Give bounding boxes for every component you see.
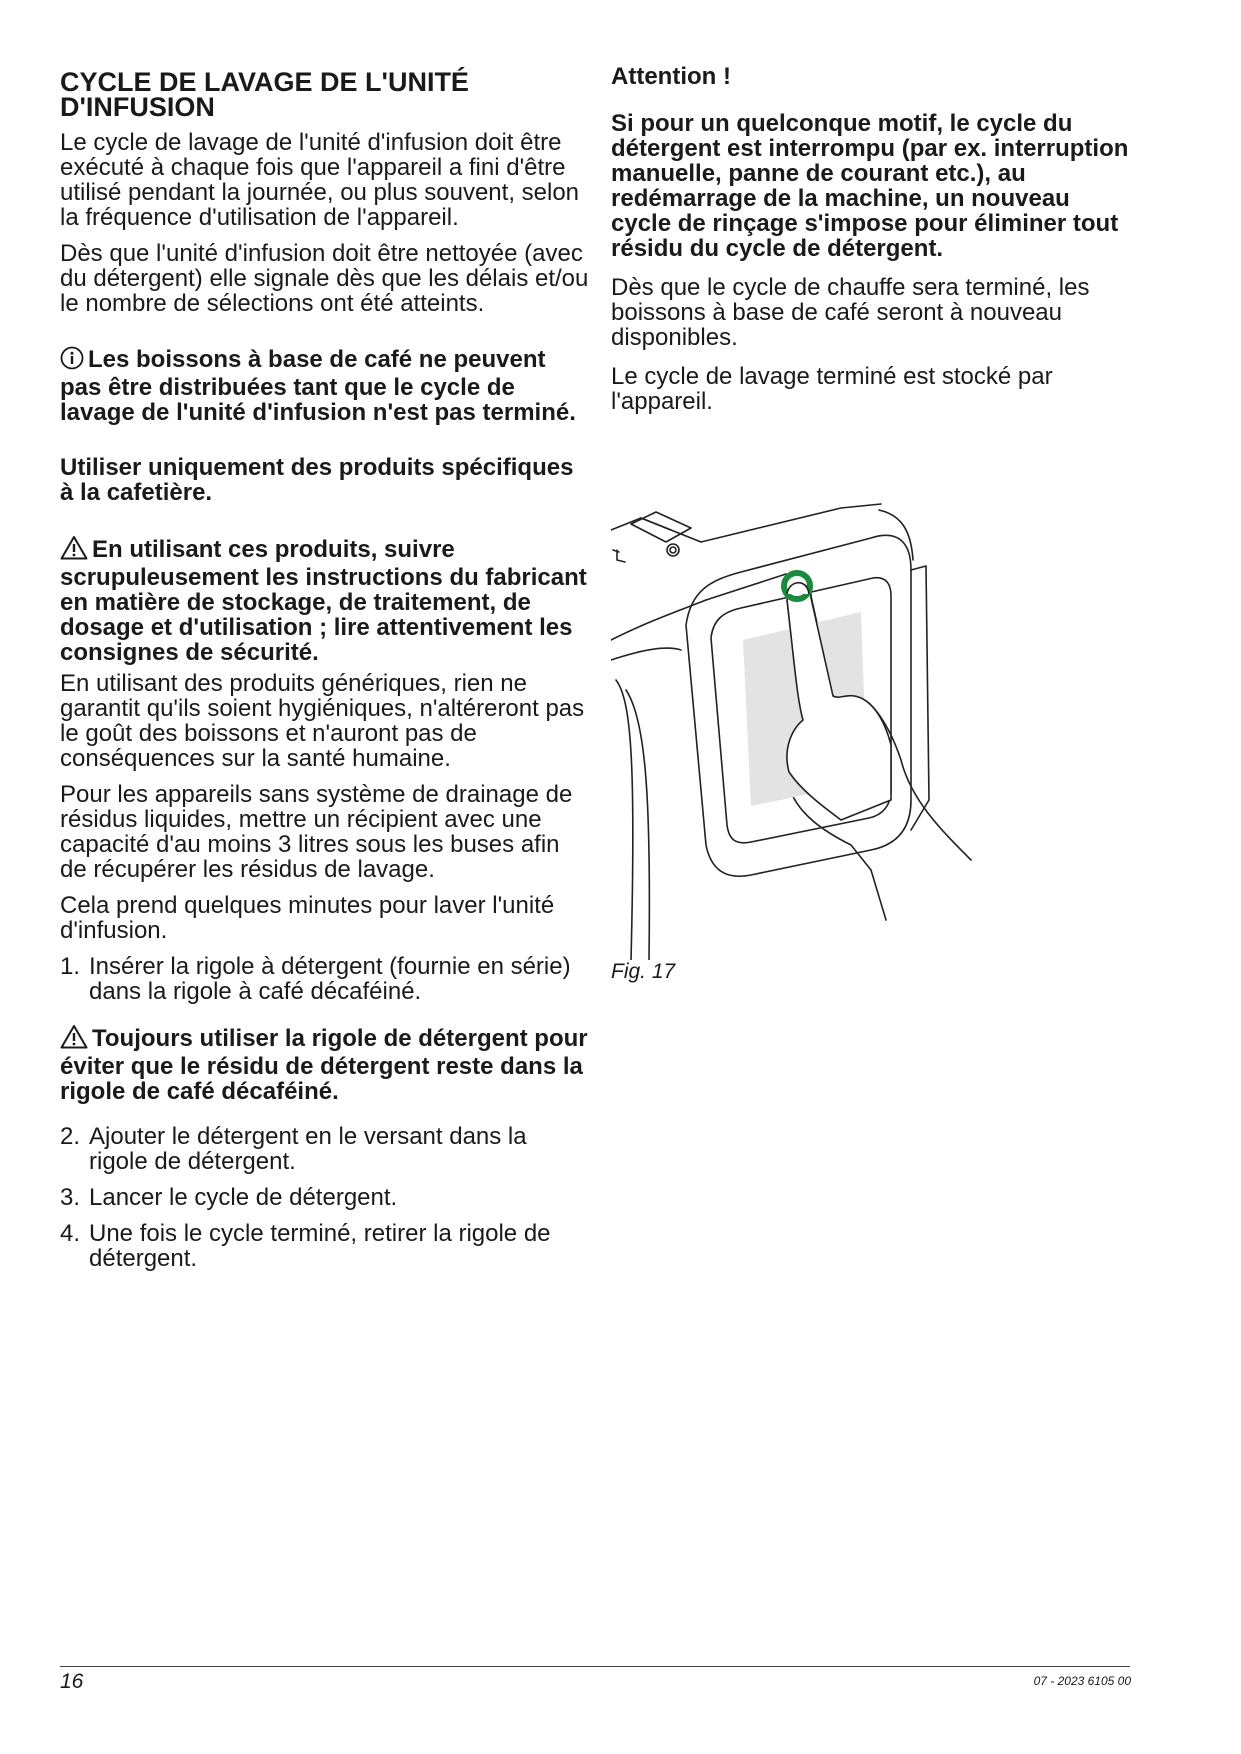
- warning-icon: [60, 535, 88, 565]
- paragraph-cleaning-signal: Dès que l'unité d'infusion doit être nettoyée (avec du détergent) elle signale dès que les délais et/ou le nombre de sélections ont été atteints.: [60, 240, 589, 317]
- figure-touch-display: [611, 500, 981, 960]
- step-3-text: Lancer le cycle de détergent.: [89, 1184, 398, 1211]
- info-icon: [60, 346, 84, 375]
- attention-text: Si pour un quelconque motif, le cycle du détergent est interrompu (par ex. interruption manuelle, panne de courant etc.), au redémarrage de la machine, un nouveau cycle de rinçage s'impose pour éliminer tout résidu du cycle de détergent.: [611, 110, 1129, 262]
- steps-list-2: [60, 1124, 590, 1271]
- paragraph-cycle-stored: Le cycle de lavage terminé est stocké par l'appareil.: [611, 363, 1053, 415]
- section-title-line2: D'INFUSION: [60, 92, 215, 122]
- step-1-text: Insérer la rigole à détergent (fournie en série) dans la rigole à café décaféiné.: [89, 953, 571, 1005]
- right-column: [611, 64, 1131, 425]
- illustration-hand-touching-display: [611, 500, 981, 960]
- page-number: 16: [60, 1670, 84, 1693]
- step-2-text: Ajouter le détergent en le versant dans la rigole de détergent.: [89, 1123, 527, 1175]
- paragraph-drainage: Pour les appareils sans système de drainage de résidus liquides, mettre un récipient avec une capacité d'au moins 3 litres sous les buses afin de récupérer les résidus de lavage.: [60, 781, 573, 883]
- paragraph-duration: Cela prend quelques minutes pour laver l'unité d'infusion.: [60, 892, 555, 944]
- info-note: [60, 346, 590, 425]
- step-1-number: 1.: [60, 953, 81, 980]
- paragraph-generic-products: En utilisant des produits génériques, rien ne garantit qu'ils soient hygiéniques, n'altéreront pas le goût des boissons et n'auront pas de conséquences sur la santé humaine.: [60, 670, 585, 772]
- warning-icon: [60, 1024, 88, 1054]
- left-column: [60, 64, 590, 1282]
- document-code: 07 - 2023 6105 00: [1033, 1674, 1131, 1688]
- warning-note-channel-text: Toujours utiliser la rigole de détergent pour éviter que le résidu de détergent reste dans la rigole de café décaféiné.: [60, 1025, 588, 1105]
- warning-note-channel: [60, 1024, 590, 1104]
- step-4: [60, 1221, 590, 1271]
- footer-divider: [60, 1666, 1130, 1667]
- warning-note-products: [60, 535, 590, 665]
- step-2: [60, 1124, 590, 1174]
- step-3: [60, 1185, 590, 1210]
- warning-note-products-text: En utilisant ces produits, suivre scrupuleusement les instructions du fabricant en matière de stockage, de traitement, de dosage et d'utilisation ; lire attentivement les consignes de sécurité.: [60, 536, 587, 666]
- info-note-text: Les boissons à base de café ne peuvent pas être distribuées tant que le cycle de lavage de l'unité d'infusion n'est pas terminé.: [60, 346, 576, 426]
- specific-products-note: Utiliser uniquement des produits spécifiques à la cafetière.: [60, 454, 574, 506]
- step-4-number: 4.: [60, 1220, 81, 1247]
- step-2-number: 2.: [60, 1123, 81, 1150]
- figure-caption: Fig. 17: [611, 960, 676, 983]
- section-title: [60, 67, 590, 122]
- step-3-number: 3.: [60, 1184, 81, 1211]
- attention-heading: Attention !: [611, 63, 731, 90]
- step-1: [60, 954, 590, 1004]
- step-4-text: Une fois le cycle terminé, retirer la rigole de détergent.: [89, 1220, 551, 1272]
- steps-list-1: [60, 954, 590, 1004]
- paragraph-heating-done: Dès que le cycle de chauffe sera terminé, les boissons à base de café seront à nouveau disponibles.: [611, 274, 1090, 351]
- section-title-line1: CYCLE DE LAVAGE DE L'UNITÉ: [60, 67, 469, 97]
- paragraph-wash-cycle-intro: Le cycle de lavage de l'unité d'infusion doit être exécuté à chaque fois que l'appareil a fini d'être utilisé pendant la journée, ou plus souvent, selon la fréquence d'utilisation de l'appareil.: [60, 129, 580, 231]
